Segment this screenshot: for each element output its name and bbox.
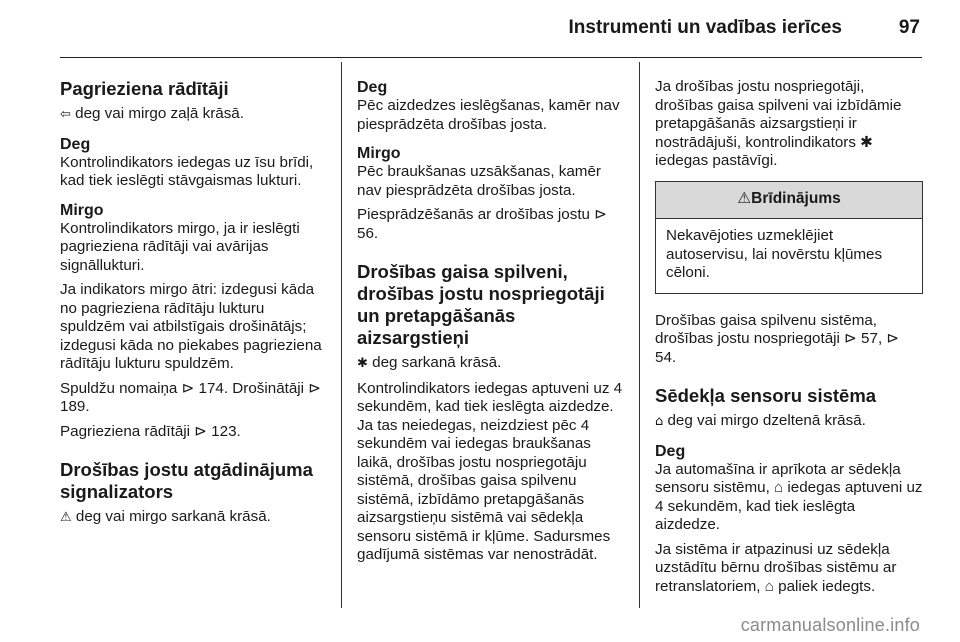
warning-box [655,181,923,294]
subheading-mirgo: Mirgo [357,145,401,162]
cross-reference: Drošības gaisa spilvenu sistēma, drošības jostu nospriegotāji ⊳ 57, ⊳ 54. [655,311,900,366]
cross-reference: Pagrieziena rādītāji ⊳ 123. [60,422,241,440]
paragraph: Pēc braukšanas uzsākšanas, kamēr nav piesprādzēta drošības josta. [357,163,601,199]
warning-header [656,182,922,220]
airbag-intro: ✱ deg sarkanā krāsā. [357,354,502,371]
header-title: Instrumenti un vadības ierīces [568,17,842,38]
paragraph: Ja automašīna ir aprīkota ar sēdekļa sensoru sistēmu, ⌂ iedegas aptuveni uz 4 sekundēm, kad tiek ieslēgta aizdedze. [655,460,923,533]
warning-title: Brīdinājums [751,189,841,207]
airbag-icon: ✱ [357,356,368,371]
column-2 [357,78,627,571]
turn-arrow-icon: ⇦ [60,107,71,122]
column-1 [60,78,328,534]
turn-signal-intro: ⇦ deg vai mirgo zaļā krāsā. [60,105,244,122]
page-number: 97 [898,17,920,38]
warning-text: Nekavējoties uzmeklējiet autoservisu, lai novērstu kļūmes cēloni. [666,227,883,281]
heading-seat-sensor: Sēdekļa sensoru sistēma [655,385,877,406]
cross-reference: Piesprādzēšanās ar drošības jostu ⊳ 56. [357,206,607,242]
subheading-mirgo: Mirgo [60,201,104,219]
seatbelt-icon: ⚠ [60,510,72,525]
heading-seatbelt-reminder: Drošības jostu atgādinājuma signalizators [60,459,313,502]
watermark: carmanualsonline.info [740,615,920,635]
paragraph: Kontrolindikators mirgo, ja ir ieslēgti pagrieziena rādītāji vai avārijas signāllukturi. [60,219,300,274]
paragraph: Ja sistēma ir atpazinusi uz sēdekļa uzstādītu bērnu drošības sistēmu ar retranslatoriem, ⌂ paliek iedegts. [655,540,897,595]
paragraph: Ja drošības jostu nospriegotāji, drošības gaisa spilveni vai izbīdāmie pretapgāšanās aizsargstieņi ir nostrādājuši, kontrolindikators ✱ iedegas pastāvīgi. [655,78,902,169]
column-divider-2 [639,62,640,608]
seat-sensor-icon: ⌂ [655,414,664,429]
subheading-deg: Deg [357,79,388,96]
heading-airbags: Drošības gaisa spilveni, drošības jostu nospriegotāji un pretapgāšanās aizsargstieņi [357,261,605,348]
column-divider-1 [341,62,342,608]
seatbelt-intro: ⚠ deg vai mirgo sarkanā krāsā. [60,508,271,525]
paragraph: Kontrolindikators iedegas uz īsu brīdi, kad tiek ieslēgti stāvgaismas lukturi. [60,153,314,189]
header-rule [60,57,922,58]
paragraph: Kontrolindikators iedegas aptuveni uz 4 sekundēm, kad tiek ieslēgta aizdedze. Ja tas neiedegas, neizdziest pēc 4 sekundēm vai iedegas braukšanas laikā, drošības jostu nospriegotāju sistēmā, drošības gaisa spilvenu sistēmā, izbīdāmo pretapgāšanās aizsargstieņu sistēmā vai sēdekļa sensoru sistēmā ir kļūme. Sadursmes gadījumā sistēmas var nenostrādāt. [357,379,623,563]
warning-triangle-icon: ⚠ [737,189,752,207]
heading-turn-signals: Pagrieziena rādītāji [60,78,229,99]
seat-sensor-intro: ⌂ deg vai mirgo dzeltenā krāsā. [655,412,866,429]
column-3 [655,78,923,602]
paragraph: Pēc aizdedzes ieslēgšanas, kamēr nav piesprādzēta drošības josta. [357,97,620,133]
subheading-deg: Deg [655,442,686,460]
subheading-deg: Deg [60,135,91,153]
cross-reference: Spuldžu nomaiņa ⊳ 174. Drošinātāji ⊳ 189. [60,379,321,415]
paragraph: Ja indikators mirgo ātri: izdegusi kāda no pagrieziena rādītāju lukturu spuldzēm vai atbilstīgais drošinātājs; izdegusi kāda no piekabes pagrieziena rādītāju lukturu spuldzēm. [60,281,322,372]
